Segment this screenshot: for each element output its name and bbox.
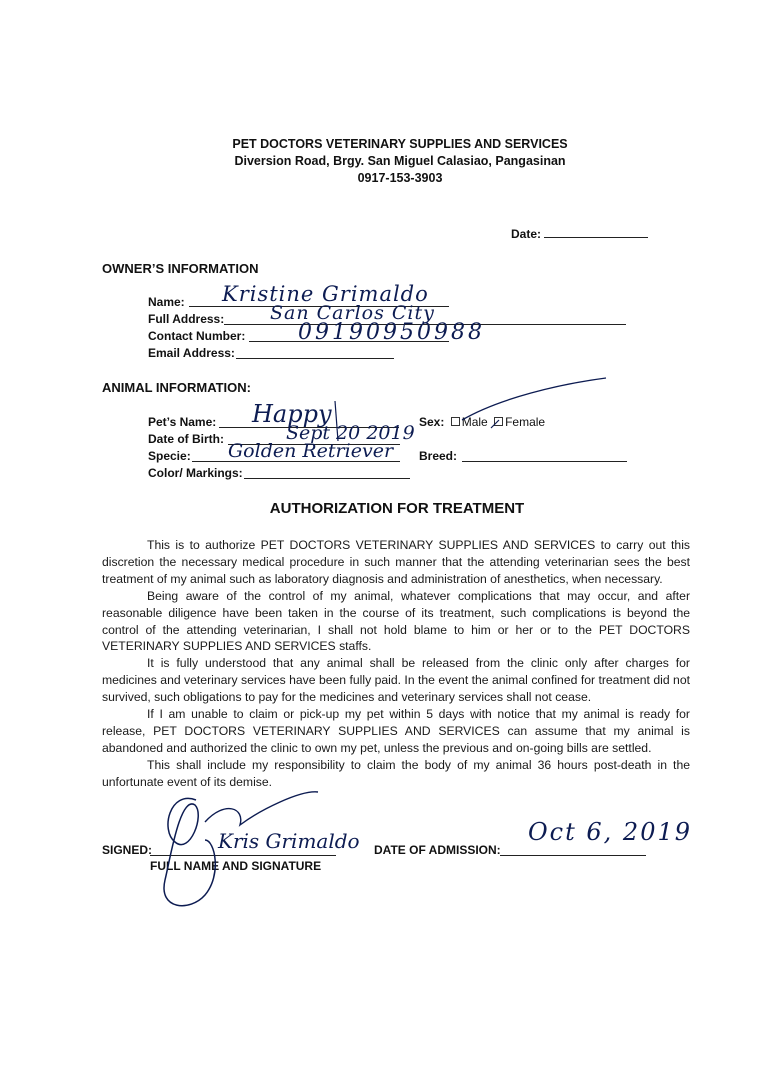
sex-male-label: Male — [461, 415, 488, 429]
authorization-paragraph: This is to authorize PET DOCTORS VETERINARY SUPPLIES AND SERVICES to carry out this discretion the necessary medical procedure in such manner that the attending veterinarian sees the best treatment of my animal such as laboratory diagnosis and administration of anesthetics, when necessary. — [102, 538, 690, 586]
specie-label: Specie: — [148, 449, 191, 463]
pet-name-value: Happy — [252, 400, 332, 428]
admission-line[interactable] — [500, 855, 646, 856]
sex-female-label: Female — [505, 415, 546, 429]
admission-value: Oct 6, 2019 — [528, 818, 692, 846]
owner-address-label: Full Address: — [148, 312, 225, 326]
signature-caption: FULL NAME AND SIGNATURE — [150, 859, 322, 873]
owner-name-label: Name: — [148, 295, 185, 309]
dob-label: Date of Birth: — [148, 432, 224, 446]
signature-handwritten-name: Kris Grimaldo — [218, 829, 360, 853]
pet-name-label: Pet’s Name: — [148, 415, 217, 429]
authorization-paragraph: Being aware of the control of my animal, whatever complications that may occur, and after reasonable diligence have been taken in the course of its treatment, such complications is beyond the control of the attending veterinarian, I shall not hold blame to him or her or to the PET DOCTORS VETERINARY SUPPLIES AND SERVICES staffs. — [102, 588, 690, 654]
date-label: Date: — [511, 227, 542, 241]
owner-address-value: San Carlos City — [270, 302, 435, 324]
authorization-paragraph: This shall include my responsibility to claim the body of my animal 36 hours post-death in the unfortunate event of its demise. — [102, 757, 690, 789]
authorization-paragraph: It is fully understood that any animal shall be released from the clinic only after charges for medicines and veterinary services have been fully paid. In the event the animal confined for treatment did not survived, such obligations to pay for the medicines and veterinary services shall not cease. — [102, 656, 690, 705]
color-markings-label: Color/ Markings: — [148, 466, 243, 480]
owner-email-label: Email Address: — [148, 346, 235, 360]
owner-contact-label: Contact Number: — [148, 329, 246, 343]
sex-label: Sex: — [419, 415, 445, 429]
owner-name-value: Kristine Grimaldo — [222, 282, 429, 306]
authorization-title: AUTHORIZATION FOR TREATMENT — [269, 500, 525, 517]
owner-section-title: OWNER’S INFORMATION — [102, 261, 259, 276]
admission-label: DATE OF ADMISSION: — [374, 843, 501, 857]
company-address: Diversion Road, Brgy. San Miguel Calasiao, Pangasinan — [234, 154, 566, 168]
owner-contact-value: 09190950988 — [298, 320, 485, 345]
breed-label: Breed: — [419, 449, 458, 463]
company-phone: 0917-153-3903 — [357, 171, 443, 185]
company-name: PET DOCTORS VETERINARY SUPPLIES AND SERVICES — [232, 137, 568, 151]
authorization-paragraph: If I am unable to claim or pick-up my pet within 5 days with notice that my animal is ready for release, PET DOCTORS VETERINARY SUPPLIES AND SERVICES can assume that my animal is abandoned and authorized the clinic to own my pet, unless the previous and on-going bills are settled. — [102, 707, 690, 755]
animal-section-title: ANIMAL INFORMATION: — [102, 380, 251, 395]
specie-value: Golden Retriever — [228, 440, 394, 462]
dob-value: Sept 20 2019 — [286, 422, 415, 444]
signed-label: SIGNED: — [102, 843, 153, 857]
